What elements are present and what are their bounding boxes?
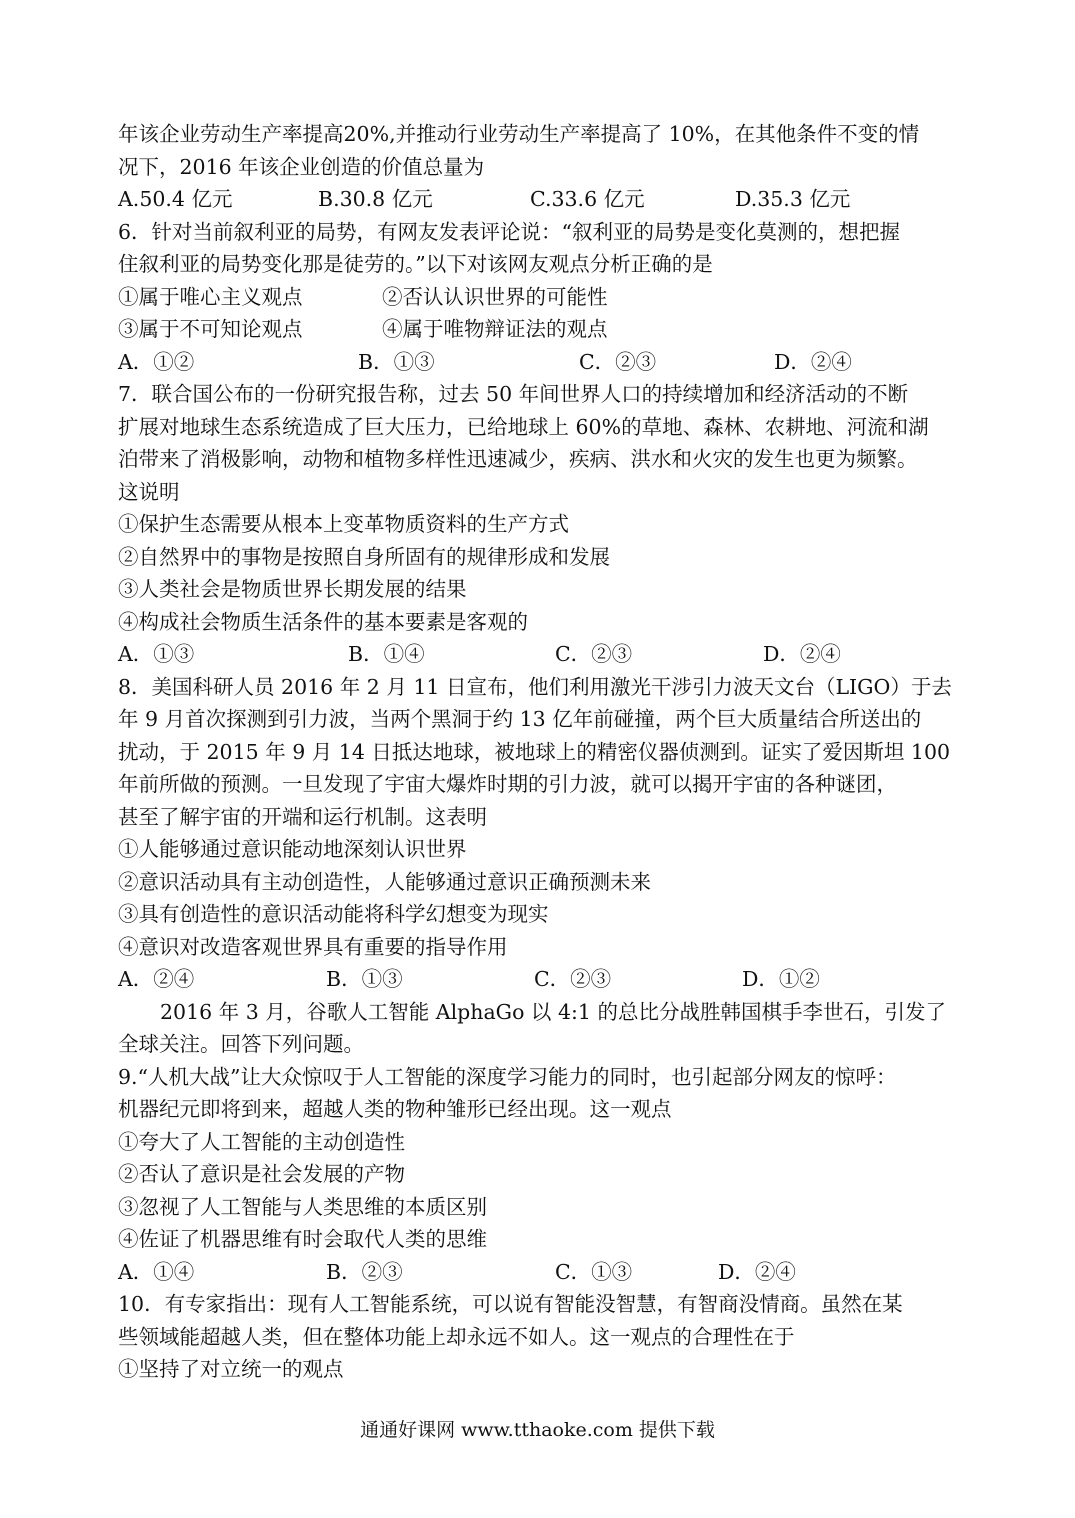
option-a: A.50.4 亿元 [118, 187, 233, 211]
option-d: D．②④ [774, 349, 852, 374]
statement-item: ②否认了意识是社会发展的产物 [118, 1162, 405, 1186]
q8-options [118, 963, 963, 996]
q6-options [118, 346, 963, 379]
q8-stem-line: 扰动，于 2015 年 9 月 14 日抵达地球，被地球上的精密仪器侦测到。证实了爱因斯坦 100 [118, 739, 951, 764]
q6-stem-line: 住叙利亚的局势变化那是徒劳的。”以下对该网友观点分析正确的是 [118, 252, 713, 276]
q9-options [118, 1256, 963, 1289]
statement-item: ④意识对改造客观世界具有重要的指导作用 [118, 934, 508, 959]
option-b: B．①③ [326, 967, 403, 991]
q8-stem-line: 8．美国科研人员 2016 年 2 月 11 日宣布，他们利用激光干涉引力波天文台（LIGO）于去 [118, 674, 952, 699]
statement-item: ②自然界中的事物是按照自身所固有的规律形成和发展 [118, 544, 610, 569]
q6-items-row [118, 313, 963, 346]
option-b: B．①④ [348, 642, 425, 666]
statement-item: ①坚持了对立统一的观点 [118, 1357, 344, 1381]
page-footer: 通通好课网 www.tthaoke.com 提供下载 [360, 1419, 715, 1441]
statement-item: ③人类社会是物质世界长期发展的结果 [118, 577, 467, 601]
option-c: C．①③ [555, 1259, 633, 1284]
option-c: C.33.6 亿元 [530, 187, 645, 211]
statement-item: ④佐证了机器思维有时会取代人类的思维 [118, 1227, 487, 1251]
q8-stem-line: 年 9 月首次探测到引力波，当两个黑洞于约 13 亿年前碰撞，两个巨大质量结合所送出的 [118, 707, 922, 731]
option-a: A．①③ [118, 642, 195, 666]
exam-page [118, 118, 963, 1386]
statement-item: ①夸大了人工智能的主动创造性 [118, 1129, 405, 1154]
q5-stem-line: 况下，2016 年该企业创造的价值总量为 [118, 154, 485, 179]
q9-stem-line: 机器纪元即将到来，超越人类的物种雏形已经出现。这一观点 [118, 1097, 672, 1121]
q7-stem-line: 扩展对地球生态系统造成了巨大压力，已给地球上 60%的草地、森林、农耕地、河流和湖 [118, 414, 929, 439]
statement-item: ③具有创造性的意识活动能将科学幻想变为现实 [118, 902, 549, 926]
option-b: B.30.8 亿元 [318, 187, 433, 211]
option-b: B．①③ [358, 349, 435, 374]
option-a: A．①④ [118, 1259, 195, 1284]
option-c: C．②③ [555, 642, 633, 666]
statement-item: ①人能够通过意识能动地深刻认识世界 [118, 837, 467, 861]
option-c: C．②③ [534, 967, 612, 991]
statement-item: ④属于唯物辩证法的观点 [382, 317, 608, 341]
q7-stem-line: 这说明 [118, 479, 180, 504]
q5-options [118, 183, 963, 216]
statement-item: ④构成社会物质生活条件的基本要素是客观的 [118, 609, 528, 634]
statement-item: ①属于唯心主义观点 [118, 284, 303, 309]
statement-item: ①保护生态需要从根本上变革物质资料的生产方式 [118, 512, 569, 536]
q7-options [118, 638, 963, 671]
passage-line: 2016 年 3 月，谷歌人工智能 AlphaGo 以 4:1 的总比分战胜韩国棋手李世石，引发了 [160, 999, 946, 1024]
q5-stem-line: 年该企业劳动生产率提高20%,并推动行业劳动生产率提高了 10%，在其他条件不变的情 [118, 122, 920, 146]
option-d: D．②④ [763, 642, 841, 666]
q10-stem-line: 10．有专家指出：现有人工智能系统，可以说有智能没智慧，有智商没情商。虽然在某 [118, 1292, 903, 1316]
q7-stem-line: 7．联合国公布的一份研究报告称，过去 50 年间世界人口的持续增加和经济活动的不断 [118, 382, 909, 406]
q6-items-row [118, 281, 963, 314]
passage-line: 全球关注。回答下列问题。 [118, 1032, 364, 1056]
q6-stem-line: 6．针对当前叙利亚的局势，有网友发表评论说：“叙利亚的局势是变化莫测的，想把握 [118, 219, 901, 244]
statement-item: ②意识活动具有主动创造性，人能够通过意识正确预测未来 [118, 869, 651, 894]
statement-item: ③忽视了人工智能与人类思维的本质区别 [118, 1194, 487, 1219]
option-d: D.35.3 亿元 [735, 187, 851, 211]
statement-item: ③属于不可知论观点 [118, 317, 303, 341]
option-c: C．②③ [579, 349, 657, 374]
q9-stem-line: 9.“人机大战”让大众惊叹于人工智能的深度学习能力的同时，也引起部分网友的惊呼： [118, 1064, 897, 1089]
option-d: D．①② [742, 967, 820, 991]
q8-stem-line: 甚至了解宇宙的开端和运行机制。这表明 [118, 804, 487, 829]
option-d: D．②④ [718, 1259, 796, 1284]
q10-stem-line: 些领域能超越人类，但在整体功能上却永远不如人。这一观点的合理性在于 [118, 1324, 795, 1349]
option-a: A．①② [118, 349, 195, 374]
q8-stem-line: 年前所做的预测。一旦发现了宇宙大爆炸时期的引力波，就可以揭开宇宙的各种谜团， [118, 772, 897, 796]
statement-item: ②否认认识世界的可能性 [382, 284, 608, 309]
option-b: B．②③ [326, 1259, 403, 1284]
q7-stem-line: 泊带来了消极影响，动物和植物多样性迅速减少，疾病、洪水和火灾的发生也更为频繁。 [118, 447, 918, 471]
option-a: A．②④ [118, 967, 195, 991]
